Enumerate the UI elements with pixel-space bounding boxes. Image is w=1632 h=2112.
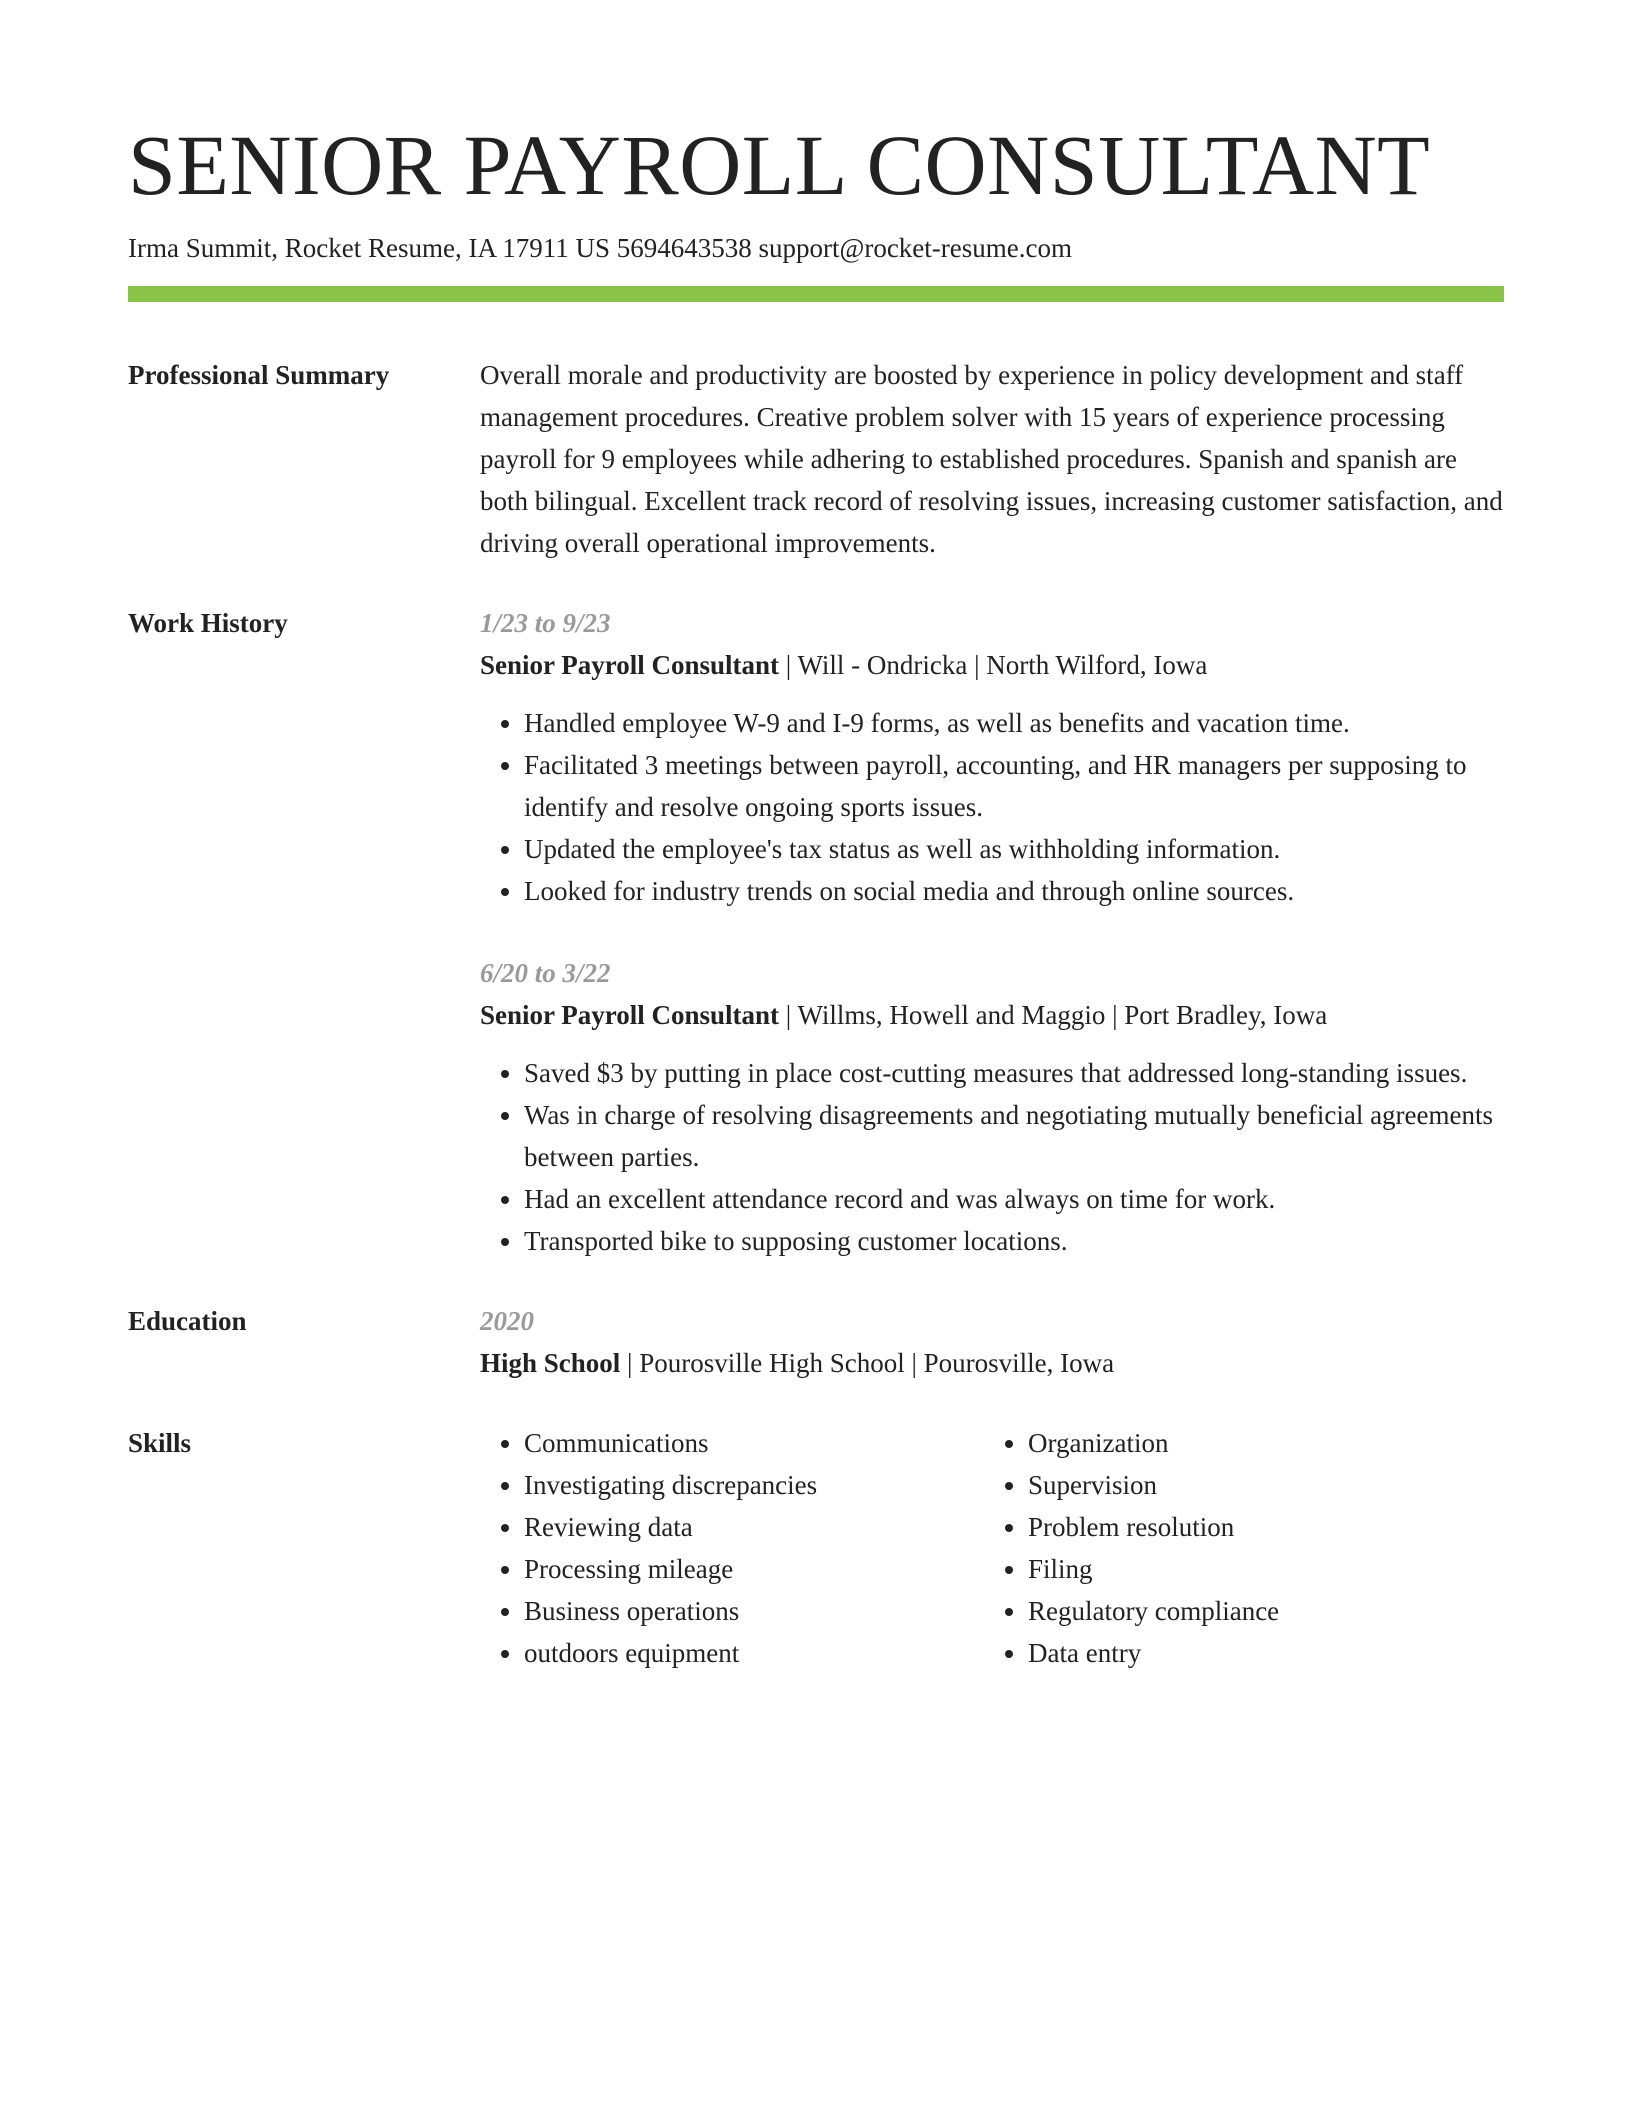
skills-columns [480, 1422, 1504, 1674]
skill-item: • Communications [524, 1422, 984, 1464]
education-line [480, 1342, 1504, 1384]
resume-title: SENIOR PAYROLL CONSULTANT [128, 117, 1431, 213]
job-dates: 6/20 to 3/22 [480, 957, 611, 988]
job-entry [480, 602, 1504, 912]
skills-column-right [984, 1422, 1488, 1674]
skill-item: • Business operations [524, 1590, 984, 1632]
job-title: Senior Payroll Consultant [480, 999, 780, 1030]
job-details: | Willms, Howell and Maggio | Port Bradley, Iowa [779, 999, 1328, 1030]
skill-item: • Filing [1028, 1548, 1488, 1590]
job-details: | Will - Ondricka | North Wilford, Iowa [779, 649, 1208, 680]
skills-section [128, 1422, 1504, 1674]
job-bullet: • Had an excellent attendance record and was always on time for work. [524, 1178, 1504, 1220]
job-title: Senior Payroll Consultant [480, 649, 780, 680]
job-role-line [480, 644, 1504, 686]
summary-content [480, 354, 1504, 564]
education-year: 2020 [480, 1305, 534, 1336]
job-entry [480, 952, 1504, 1262]
education-label: Education [128, 1305, 247, 1336]
summary-section [128, 354, 1504, 564]
job-bullet: • Updated the employee's tax status as well as withholding information. [524, 828, 1504, 870]
skill-item: • Data entry [1028, 1632, 1488, 1674]
header-divider [128, 286, 1504, 302]
work-history-content [480, 602, 1504, 1262]
job-bullet: • Saved $3 by putting in place cost-cutting measures that addressed long-standing issues. [524, 1052, 1504, 1094]
education-details: | Pourosville High School | Pourosville, Iowa [620, 1347, 1115, 1378]
work-history-section [128, 602, 1504, 1262]
job-bullets [480, 702, 1504, 912]
job-role-line [480, 994, 1504, 1036]
skill-item: • Processing mileage [524, 1548, 984, 1590]
job-bullet: • Facilitated 3 meetings between payroll, accounting, and HR managers per supposing to identify and resolve ongoing sports issues. [524, 744, 1504, 828]
education-section [128, 1300, 1504, 1384]
education-degree: High School [480, 1347, 621, 1378]
skills-content [480, 1422, 1504, 1674]
job-bullets [480, 1052, 1504, 1262]
summary-text: Overall morale and productivity are boosted by experience in policy development and staff management procedures. Creative problem solver with 15 years of experience processing payroll for 9 employees while adhering to established procedures. Spanish and spanish are both bilingual. Excellent track record of resolving issues, increasing customer satisfaction, and driving overall operational improvements. [480, 359, 1503, 558]
skill-item: • Regulatory compliance [1028, 1590, 1488, 1632]
skills-label: Skills [128, 1427, 192, 1458]
education-content [480, 1300, 1504, 1384]
job-bullet: • Looked for industry trends on social media and through online sources. [524, 870, 1504, 912]
job-bullet: • Was in charge of resolving disagreements and negotiating mutually beneficial agreements between parties. [524, 1094, 1504, 1178]
skill-item: • Supervision [1028, 1464, 1488, 1506]
summary-label: Professional Summary [128, 359, 390, 390]
skill-item: • outdoors equipment [524, 1632, 984, 1674]
contact-line: Irma Summit, Rocket Resume, IA 17911 US 5694643538 support@rocket-resume.com [128, 232, 1072, 263]
skill-item: • Organization [1028, 1422, 1488, 1464]
job-bullet: • Handled employee W-9 and I-9 forms, as well as benefits and vacation time. [524, 702, 1504, 744]
work-history-label: Work History [128, 607, 288, 638]
job-dates: 1/23 to 9/23 [480, 607, 611, 638]
skill-item: • Investigating discrepancies [524, 1464, 984, 1506]
skill-item: • Reviewing data [524, 1506, 984, 1548]
skill-item: • Problem resolution [1028, 1506, 1488, 1548]
job-bullet: • Transported bike to supposing customer locations. [524, 1220, 1504, 1262]
skills-column-left [480, 1422, 984, 1674]
